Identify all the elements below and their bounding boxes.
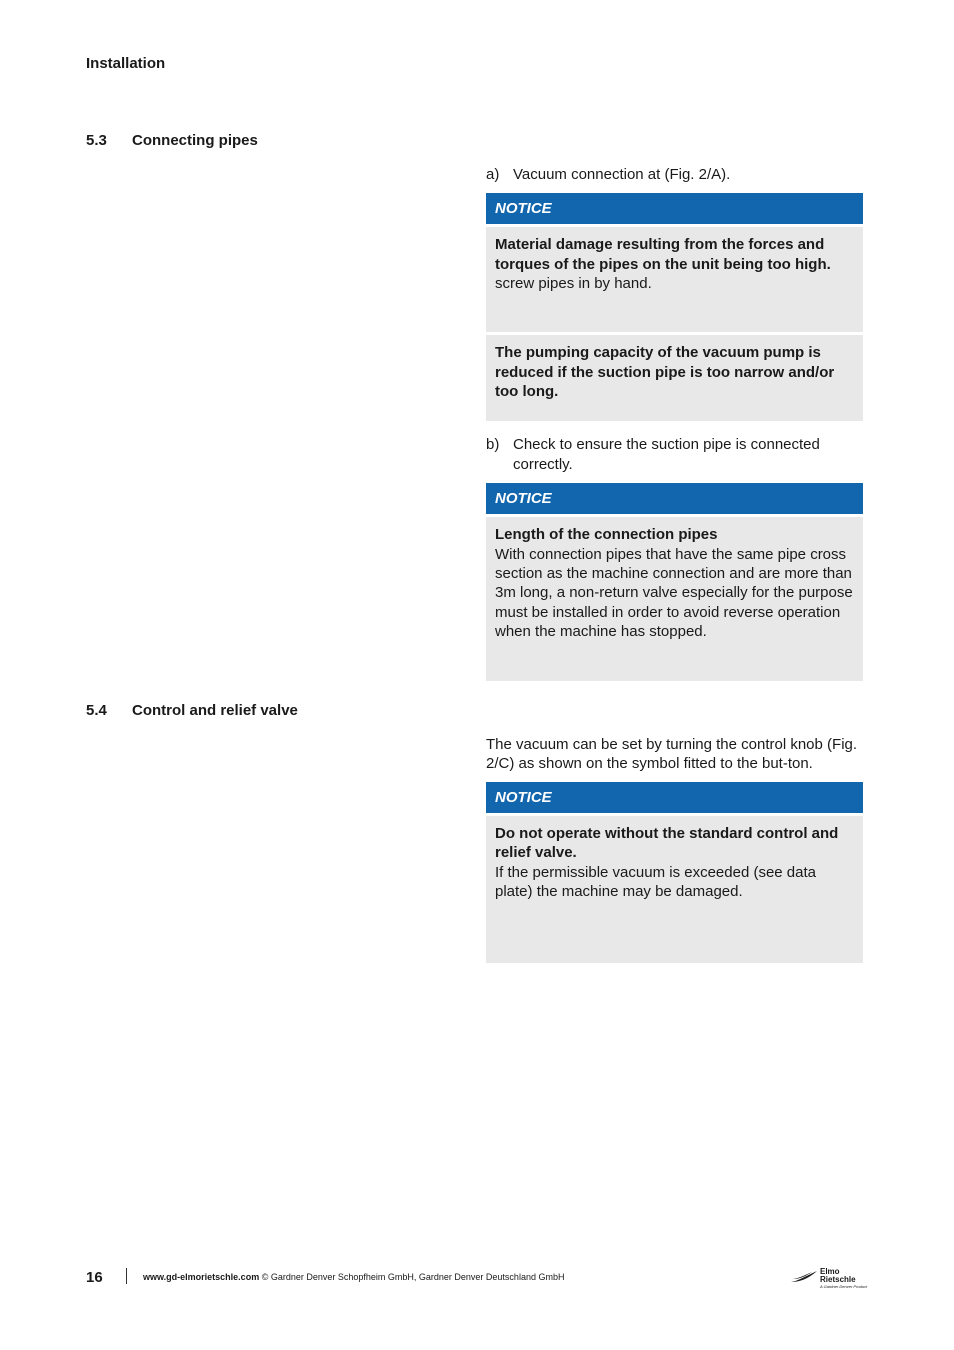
notice-body (486, 816, 863, 963)
notice-body (486, 227, 863, 332)
section-heading-5-4 (86, 702, 298, 719)
notice-warning: Material damage resulting from the forces and torques of the pipes on the unit being too high. (495, 236, 831, 273)
section-heading-5-3 (86, 132, 258, 149)
footer-separator (126, 1268, 127, 1284)
step-text: Vacuum connection at (Fig. 2/A). (513, 166, 731, 183)
section-title: Connecting pipes (132, 132, 258, 149)
notice-box-pipes (486, 193, 863, 421)
footer-copyright (143, 1272, 564, 1282)
logo-wordmark: Elmo Rietschle (820, 1267, 856, 1284)
company-logo (790, 1268, 866, 1290)
section-number: 5.3 (86, 132, 107, 149)
copyright-text: © Gardner Denver Schopfheim GmbH, Gardner Denver Deutschland GmbH (259, 1272, 565, 1282)
notice-heading: NOTICE (486, 193, 863, 224)
footer-url[interactable]: www.gd-elmorietschle.com (143, 1272, 260, 1282)
notice-box-valve (486, 782, 863, 963)
control-valve-content (486, 735, 863, 963)
control-valve-intro: The vacuum can be set by turning the control knob (Fig. 2/C) as shown on the symbol fitted to the but-ton. (486, 736, 858, 773)
notice-body-capacity (486, 335, 863, 421)
section-title: Control and relief valve (132, 702, 298, 719)
step-text: Check to ensure the suction pipe is connected correctly. (513, 436, 820, 473)
notice-heading: NOTICE (486, 483, 863, 514)
connecting-pipes-content (486, 165, 863, 681)
step-marker: b) (486, 436, 500, 454)
notice-warning: Length of the connection pipes (495, 526, 718, 544)
notice-warning-capacity: The pumping capacity of the vacuum pump is reduced if the suction pipe is too narrow and/or too long. (495, 344, 835, 401)
page-footer (86, 1268, 866, 1290)
notice-instruction: With connection pipes that have the same pipe cross section as the machine connection and are more than 3m long, a non-return valve especially for the purpose must be installed in order to avoid reverse operation when the machine has stopped. (495, 545, 853, 641)
elmo-rietschle-swoosh-icon (790, 1270, 818, 1284)
step-a (486, 165, 863, 184)
section-number: 5.4 (86, 702, 107, 719)
notice-instruction: screw pipes in by hand. (495, 275, 652, 293)
logo-tagline: A Gardner Denver Product (820, 1284, 868, 1289)
notice-warning: Do not operate without the standard control and relief valve. (495, 824, 839, 862)
step-marker: a) (486, 166, 500, 183)
notice-body (486, 517, 863, 681)
notice-instruction: If the permissible vacuum is exceeded (see data plate) the machine may be damaged. (495, 863, 816, 901)
running-header: Installation (86, 55, 166, 72)
notice-box-length (486, 483, 863, 681)
notice-heading: NOTICE (486, 782, 863, 813)
step-b (486, 435, 863, 474)
page-number: 16 (86, 1269, 103, 1286)
